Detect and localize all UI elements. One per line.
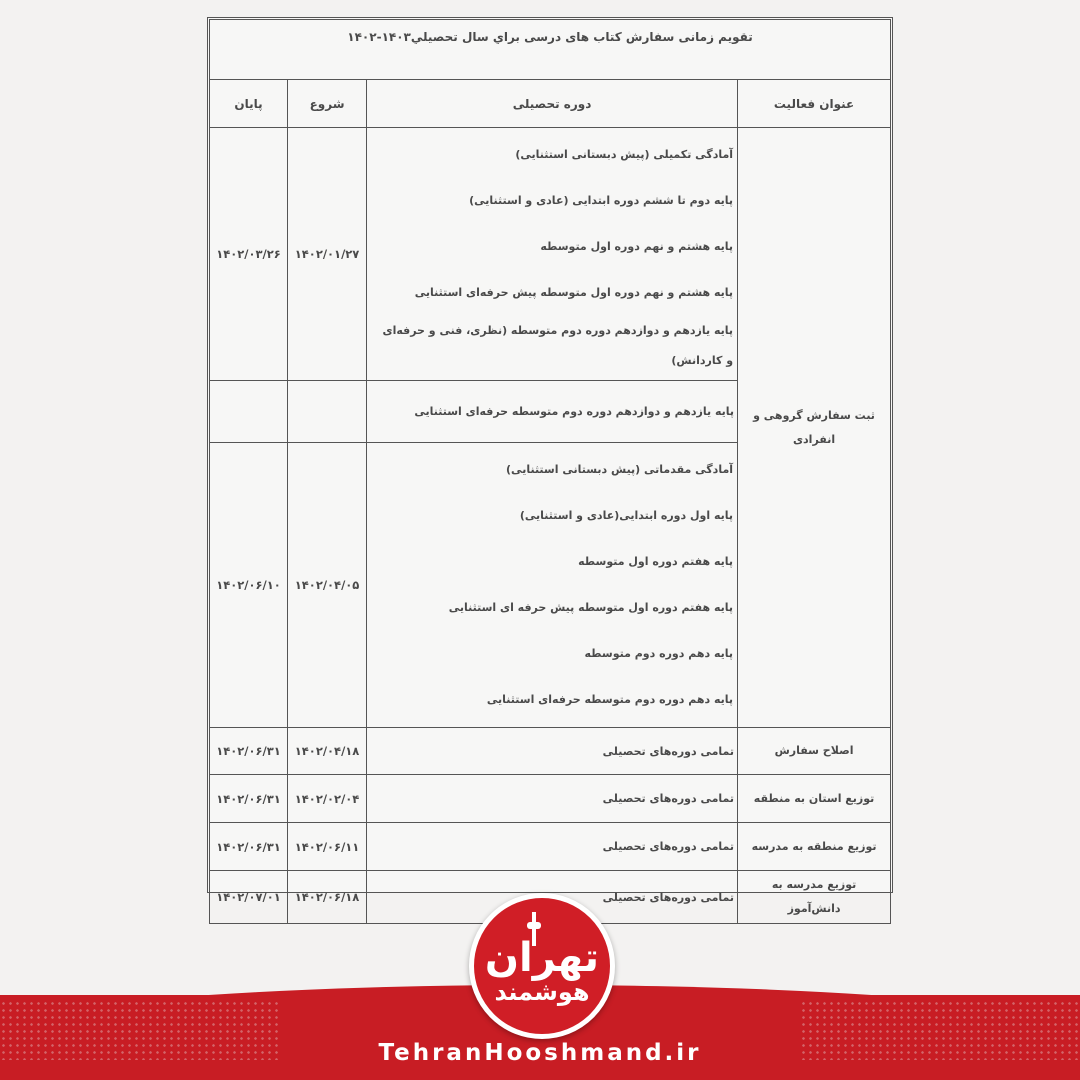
course-list-2	[367, 443, 738, 728]
table-title: تقویم زمانی سفارش کتاب های درسی براي سال تحصيلي۱۴۰۳-۱۴۰۲	[210, 20, 891, 80]
end-date: ۱۴۰۲/۰۳/۲۶	[210, 128, 288, 381]
course-cell: پایه یازدهم و دوازدهم دوره دوم متوسطه حرفه‌ای استثنایی	[367, 381, 738, 443]
course-cell: تمامی دوره‌های تحصیلی	[367, 728, 738, 775]
activity-group-order: ثبت سفارش گروهی و انفرادی	[738, 128, 891, 728]
end-date: ۱۴۰۲/۰۶/۳۱	[210, 728, 288, 775]
header-activity: عنوان فعالیت	[738, 80, 891, 128]
list-item: پایه اول دوره ابتدایی(عادی و استثنایی)	[519, 509, 734, 522]
list-item: پایه دهم دوره دوم متوسطه	[584, 647, 734, 660]
list-item: پایه هشتم و نهم دوره اول متوسطه	[540, 240, 734, 253]
list-item: پایه هشتم و نهم دوره اول متوسطه پیش حرفه‌ای استثنایی	[414, 286, 734, 299]
activity-cell: توزیع منطقه به مدرسه	[738, 823, 891, 871]
list-item: آمادگی مقدماتی (پیش دبستانی استثنایی)	[506, 463, 734, 476]
activity-cell: اصلاح سفارش	[738, 728, 891, 775]
end-date: ۱۴۰۲/۰۷/۰۱	[210, 871, 288, 924]
header-row	[210, 80, 891, 128]
list-item: پایه دوم تا ششم دوره ابتدایی (عادی و استثنایی)	[469, 194, 734, 207]
list-item: پایه هفتم دوره اول متوسطه پیش حرفه ای استثنایی	[448, 601, 734, 614]
start-date: ۱۴۰۲/۰۲/۰۴	[288, 775, 367, 823]
header-course: دوره تحصیلی	[367, 80, 738, 128]
start-date-empty	[288, 381, 367, 443]
list-item: آمادگی تکمیلی (پیش دبستانی استثنایی)	[515, 148, 734, 161]
course-cell: تمامی دوره‌های تحصیلی	[367, 871, 738, 924]
header-start: شروع	[288, 80, 367, 128]
course-list-1	[367, 128, 738, 381]
table-row	[210, 128, 891, 381]
schedule-table	[209, 19, 891, 924]
course-cell: تمامی دوره‌های تحصیلی	[367, 823, 738, 871]
table-row	[210, 775, 891, 823]
start-date: ۱۴۰۲/۰۱/۲۷	[288, 128, 367, 381]
activity-cell: توزیع استان به منطقه	[738, 775, 891, 823]
start-date: ۱۴۰۲/۰۶/۱۸	[288, 871, 367, 924]
end-date: ۱۴۰۲/۰۶/۱۰	[210, 443, 288, 728]
end-date: ۱۴۰۲/۰۶/۳۱	[210, 775, 288, 823]
logo-text-tehran: تهران	[484, 935, 600, 981]
brand-logo	[469, 893, 615, 1039]
start-date: ۱۴۰۲/۰۴/۱۸	[288, 728, 367, 775]
list-item: پایه دهم دوره دوم متوسطه حرفه‌ای استثنایی	[486, 693, 734, 706]
table-row	[210, 728, 891, 775]
tower-pod	[527, 922, 541, 929]
activity-cell: توزیع مدرسه به دانش‌آموز	[738, 871, 891, 924]
end-date: ۱۴۰۲/۰۶/۳۱	[210, 823, 288, 871]
table-row	[210, 823, 891, 871]
course-cell: تمامی دوره‌های تحصیلی	[367, 775, 738, 823]
list-item: پایه یازدهم و دوازدهم دوره دوم متوسطه (نظری، فنی و حرفه‌ای و کاردانش)	[382, 324, 734, 367]
website-url[interactable]: TehranHooshmand.ir	[378, 1040, 702, 1066]
end-date-empty	[210, 381, 288, 443]
logo-text-hooshmand: هوشمند	[494, 978, 590, 1006]
start-date: ۱۴۰۲/۰۶/۱۱	[288, 823, 367, 871]
list-item: پایه هفتم دوره اول متوسطه	[578, 555, 734, 568]
header-end: پایان	[210, 80, 288, 128]
start-date: ۱۴۰۲/۰۴/۰۵	[288, 443, 367, 728]
